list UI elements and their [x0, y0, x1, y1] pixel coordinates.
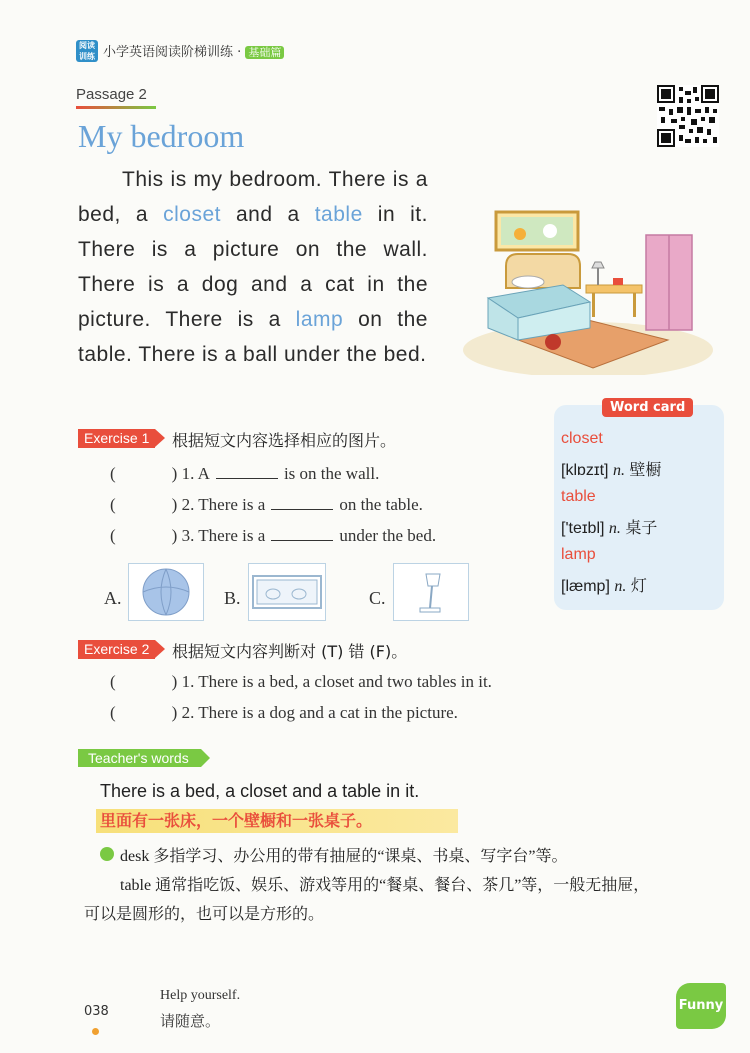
- passage-text: This is my bedroom. There is a bed, a: [78, 168, 428, 226]
- fill-blank[interactable]: [271, 509, 333, 510]
- word-card-definition: [561, 457, 661, 480]
- exercise-1-tag: Exercise 1: [78, 429, 155, 448]
- exercise-1-question: [110, 495, 423, 515]
- question-text: under the bed.: [339, 526, 437, 545]
- level-badge: 基础篇: [245, 46, 284, 59]
- meaning: 灯: [630, 578, 647, 595]
- answer-bracket-open[interactable]: (: [110, 495, 116, 514]
- meaning: 壁橱: [629, 462, 662, 479]
- answer-bracket-close: ): [171, 672, 178, 691]
- part-of-speech: n.: [608, 520, 621, 537]
- phonetic: [klɒzɪt]: [561, 462, 609, 479]
- question-text: is on the wall.: [283, 464, 380, 483]
- option-a-label: A.: [104, 588, 122, 608]
- series-logo: 阅读训练: [76, 40, 98, 62]
- word-card-definition: [561, 573, 647, 596]
- part-of-speech: n.: [612, 462, 625, 479]
- vocab-highlight: lamp: [295, 308, 344, 331]
- word-card-definition: [561, 515, 657, 538]
- vocab-highlight: closet: [163, 203, 221, 226]
- book-title-text: 小学英语阅读阶梯训练 ·: [103, 45, 246, 60]
- fill-blank[interactable]: [216, 478, 278, 479]
- book-title: [103, 41, 284, 60]
- exercise-2-instruction: 根据短文内容判断对 (T) 错 (F)。: [172, 642, 408, 661]
- answer-bracket-close: ): [171, 703, 178, 722]
- question-text: 2. There is a dog and a cat in the picture.: [181, 703, 458, 722]
- word-card-label: Word card: [602, 398, 693, 417]
- exercise-2-tag: Exercise 2: [78, 640, 155, 659]
- passage-paragraph: [78, 162, 428, 372]
- bedroom-illustration: [458, 200, 720, 375]
- page-dot-icon: [92, 1028, 99, 1035]
- question-number: 3.: [181, 526, 195, 545]
- vocab-highlight: table: [314, 203, 363, 226]
- passage-body: [78, 162, 428, 372]
- phonetic: [læmp]: [561, 578, 610, 595]
- answer-bracket-open[interactable]: (: [110, 464, 116, 483]
- exercise-1-question: [110, 526, 436, 546]
- funny-badge: Funny: [676, 983, 726, 1029]
- qr-code-icon[interactable]: [657, 85, 719, 147]
- exercise-1-question: [110, 464, 379, 484]
- exercise-2-question: [110, 703, 458, 723]
- answer-bracket-close: ): [171, 526, 178, 545]
- page-number: 038: [84, 1004, 109, 1019]
- passage-underline: [76, 106, 156, 109]
- lamp-icon[interactable]: [393, 563, 469, 621]
- passage-text: on the table. There is a ball under the bed.: [78, 308, 428, 366]
- word-card-word: lamp: [561, 546, 596, 563]
- part-of-speech: n.: [614, 578, 627, 595]
- option-b-label: B.: [224, 588, 241, 608]
- question-text: 1. There is a bed, a closet and two tables in it.: [181, 672, 492, 691]
- ball-icon[interactable]: [128, 563, 204, 621]
- question-text: A: [197, 464, 210, 483]
- passage-text: and a: [220, 203, 315, 226]
- note-bullet-icon: [100, 847, 114, 861]
- passage-title: My bedroom: [78, 118, 245, 154]
- question-text: on the table.: [339, 495, 423, 514]
- footer-phrase-cn: 请随意。: [160, 1012, 221, 1030]
- answer-bracket-close: ): [171, 464, 178, 483]
- picture-frame-icon[interactable]: [248, 563, 326, 621]
- note-table-line2: 可以是圆形的，也可以是方形的。: [84, 906, 325, 923]
- question-number: 1.: [181, 464, 195, 483]
- word-card-word: closet: [561, 430, 603, 447]
- note-desk: desk 多指学习、办公用的带有抽屉的“课桌、书桌、写字台”等。: [120, 848, 568, 865]
- question-text: There is a: [198, 526, 266, 545]
- answer-bracket-open[interactable]: (: [110, 703, 116, 722]
- meaning: 桌子: [625, 520, 658, 537]
- question-number: 2.: [181, 495, 195, 514]
- answer-bracket-open[interactable]: (: [110, 672, 116, 691]
- question-text: There is a: [198, 495, 266, 514]
- example-sentence-cn: 里面有一张床，一个壁橱和一张桌子。: [96, 809, 458, 833]
- answer-bracket-open[interactable]: (: [110, 526, 116, 545]
- option-c-label: C.: [369, 588, 386, 608]
- answer-bracket-close: ): [171, 495, 178, 514]
- note-table-line1: table 通常指吃饭、娱乐、游戏等用的“餐桌、餐台、茶几”等，一般无抽屉，: [120, 877, 650, 894]
- passage-text: in it. There is a picture on the wall. There is a dog and a cat in the picture. There is a: [78, 203, 428, 331]
- exercise-1-instruction: 根据短文内容选择相应的图片。: [172, 431, 397, 450]
- exercise-2-question: [110, 672, 492, 692]
- teachers-words-tag: Teacher's words: [78, 749, 201, 767]
- phonetic: ['teɪbl]: [561, 520, 605, 537]
- footer-phrase-en: Help yourself.: [160, 988, 241, 1003]
- word-card-word: table: [561, 488, 596, 505]
- fill-blank[interactable]: [271, 540, 333, 541]
- example-sentence-en: There is a bed, a closet and a table in it.: [100, 781, 420, 801]
- passage-label: Passage 2: [76, 86, 147, 103]
